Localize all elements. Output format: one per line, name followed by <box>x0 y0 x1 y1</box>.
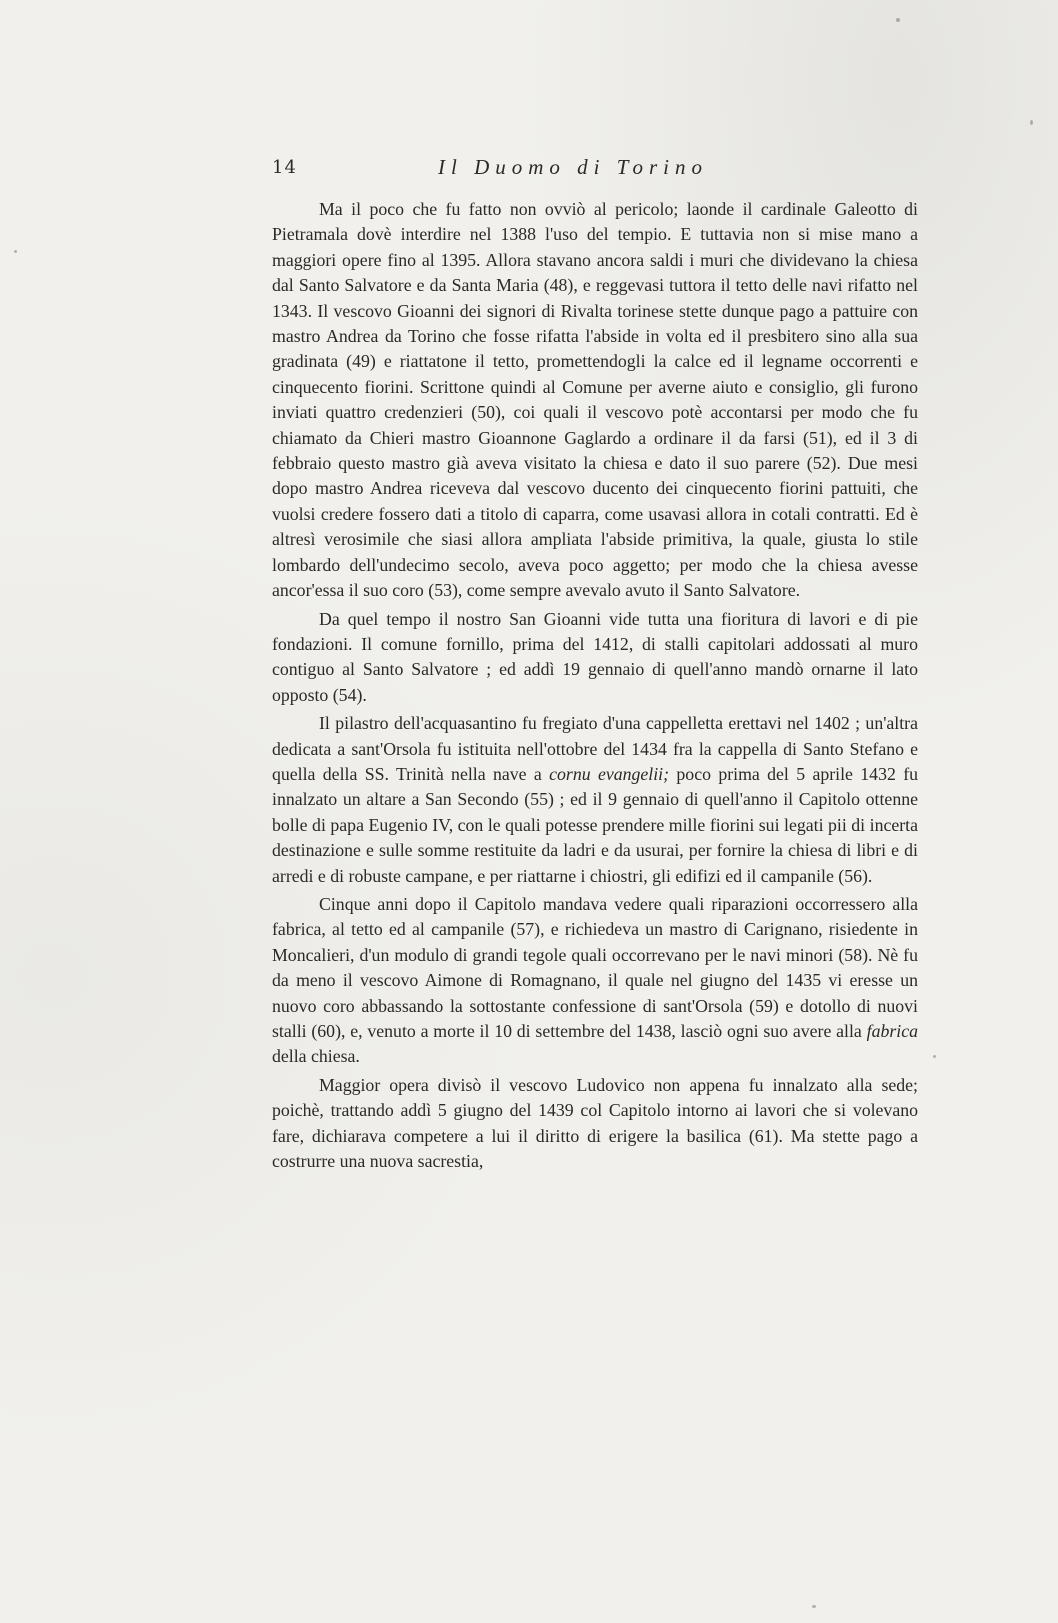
paragraph-text: Da quel tempo il nostro San Gioanni vide tutta una fioritura di lavori e di pie fondazioni. Il comune fornillo, prima del 1412, di stalli capitolari addossati al muro contiguo al Santo Salvatore ; ed addì 19 gennaio di quell'anno mandò ornarne il lato opposto (54). <box>272 608 918 705</box>
paragraph-text: della chiesa. <box>272 1046 360 1067</box>
paragraph-text: poco prima del 5 aprile 1432 fu innalzato un altare a San Secondo (55) ; ed il 9 gennaio di quell'anno il Capitolo ottenne bolle di papa Eugenio IV, con le quali potesse prendere mille fiorini sui legati pii di incerta destinazione e sulle somme restituite da ladri e da usurai, per fornire la chiesa di libri e di arredi e di robuste campane, e per riattarne i chiostri, gli edifizi ed il campanile (56). <box>272 763 919 886</box>
paragraph-text: Il pilastro dell'acquasantino fu fregiato d'una cappelletta erettavi nel 1402 ; un'altra dedicata a sant'Orsola fu istituita nell'ottobre del 1434 fra la cappella di Santo Stefano e quella della SS. Trinità nella nave a <box>272 713 918 784</box>
italic-phrase: fabrica <box>866 1021 918 1041</box>
paragraph <box>272 1073 918 1175</box>
paper-speck <box>896 18 900 22</box>
page-number: 14 <box>272 157 297 178</box>
paragraph <box>272 711 918 889</box>
running-head <box>272 153 918 187</box>
paper-speck <box>14 250 17 253</box>
body-text <box>272 197 918 1177</box>
paragraph <box>272 607 918 709</box>
paragraph <box>272 892 918 1070</box>
paragraph-text: Ma il poco che fu fatto non ovviò al pericolo; laonde il cardinale Galeotto di Pietramala dovè interdire nel 1388 l'uso del tempio. E tuttavia non si mise mano a maggiori opere fino al 1395. Allora stavano ancora saldi i muri che dividevano la chiesa dal Santo Salvatore e da Santa Maria (48), e reggevasi tuttora il tetto delle navi rifatto nel 1343. Il vescovo Gioanni dei signori di Rivalta torinese stette dunque pago a pattuire con mastro Andrea da Torino che fosse rifatta l'abside in volta ed il presbitero sino alla sua gradinata (49) e riattatone il tetto, promettendogli la calce ed il legname occorrenti e cinquecento fiorini. Scrittone quindi al Comune per averne aiuto e consiglio, gli furono inviati quattro credenzieri (50), coi quali il vescovo potè accontarsi per modo che fu chiamato da Chieri mastro Gioannone Gaglardo a ordinare il da farsi (51), ed il 3 di febbraio questo mastro già aveva visitato la chiesa e dato il suo parere (52). Due mesi dopo mastro Andrea riceveva dal vescovo ducento dei cinquecento fiorini pattuiti, che vuolsi credere fossero dati a titolo di caparra, come usavasi allora in cotali contratti. Ed è altresì verosimile che siasi allora ampliata l'abside primitiva, la quale, giusta lo stile lombardo dell'undecimo secolo, aveva poco aggetto; per modo che la chiesa avesse ancor'essa il suo coro (53), come sempre avevalo avuto il Santo Salvatore. <box>272 199 918 601</box>
running-title: Il Duomo di Torino <box>438 155 709 179</box>
italic-phrase: cornu evangelii; <box>549 763 670 784</box>
paragraph-text: Cinque anni dopo il Capitolo mandava vedere quali riparazioni occorressero alla fabrica, al tetto ed al campanile (57), e richiedeva un mastro di Carignano, risiedente in Moncalieri, d'un modulo di grandi tegole quali occorrevano per le navi minori (58). Nè fu da meno il vescovo Aimone di Romagnano, il quale nel giugno del 1435 vi eresse un nuovo coro abbassando la sottostante confessione di sant'Orsola (59) e dotollo di nuovi stalli (60), e, venuto a morte il 10 di settembre del 1438, lasciò ogni suo avere alla <box>272 893 918 1041</box>
paper-speck <box>933 1055 936 1058</box>
paper-speck <box>1030 120 1033 125</box>
paragraph <box>272 197 918 604</box>
paper-speck <box>812 1605 816 1608</box>
paragraph-text: Maggior opera divisò il vescovo Ludovico non appena fu innalzato alla sede; poichè, trattando addì 5 giugno del 1439 col Capitolo intorno ai lavori che si volevano fare, dichiarava competere a lui il diritto di erigere la basilica (61). Ma stette pago a costrurre una nuova sacrestia, <box>272 1074 918 1172</box>
